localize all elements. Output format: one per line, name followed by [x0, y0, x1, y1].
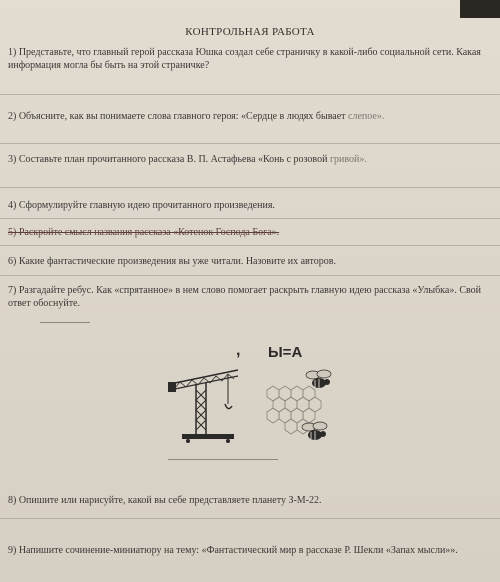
question-2 [8, 110, 488, 123]
question-2-text: 2) Объясните, как вы понимаете слова главного героя: «Сердце в людях бывает [8, 111, 349, 122]
bee-icon [300, 420, 330, 446]
divider [0, 245, 500, 246]
question-5: 5) Раскройте смысл названия рассказа «Котенок Господа Бога». [8, 227, 280, 238]
question-7: 7) Разгадайте ребус. Как «спрятанное» в нем слово помогает раскрыть главную идею рассказа «Улыбка». Свой ответ обоснуйте. [8, 285, 481, 309]
blank-line [40, 322, 90, 323]
question-1: 1) Представьте, что главный герой рассказа Юшка создал себе страничку в какой-либо социальной сети. Какая информация могла бы быть на этой страничке? [8, 47, 481, 71]
bee-icon [304, 368, 334, 394]
question-3-text: 3) Составьте план прочитанного рассказа В. П. Астафьева «Конь с розовой [8, 154, 330, 165]
divider [0, 187, 500, 188]
divider [0, 518, 500, 519]
dark-corner [460, 0, 500, 18]
divider [0, 218, 500, 219]
question-2-text-faded: слепое». [348, 111, 385, 122]
question-3 [8, 153, 488, 166]
rebus-comma: , [236, 342, 241, 359]
rebus-formula: Ы=А [268, 344, 303, 361]
divider [0, 143, 500, 144]
question-9: 9) Напишите сочинение-миниатюру на тему: «Фантастический мир в рассказе Р. Шекли «Запах мысли»». [8, 545, 458, 556]
page-title: КОНТРОЛЬНАЯ РАБОТА [185, 26, 315, 38]
blank-line [168, 459, 278, 460]
question-8: 8) Опишите или нарисуйте, какой вы себе представляете планету З-М-22. [8, 495, 322, 506]
rebus-picture [0, 330, 500, 470]
question-4: 4) Сформулируйте главную идею прочитанного произведения. [8, 200, 275, 211]
question-6: 6) Какие фантастические произведения вы уже читали. Назовите их авторов. [8, 256, 336, 267]
question-3-text-faded: гривой». [329, 154, 367, 165]
divider [0, 275, 500, 276]
crane-icon [160, 362, 250, 444]
divider [0, 94, 500, 95]
